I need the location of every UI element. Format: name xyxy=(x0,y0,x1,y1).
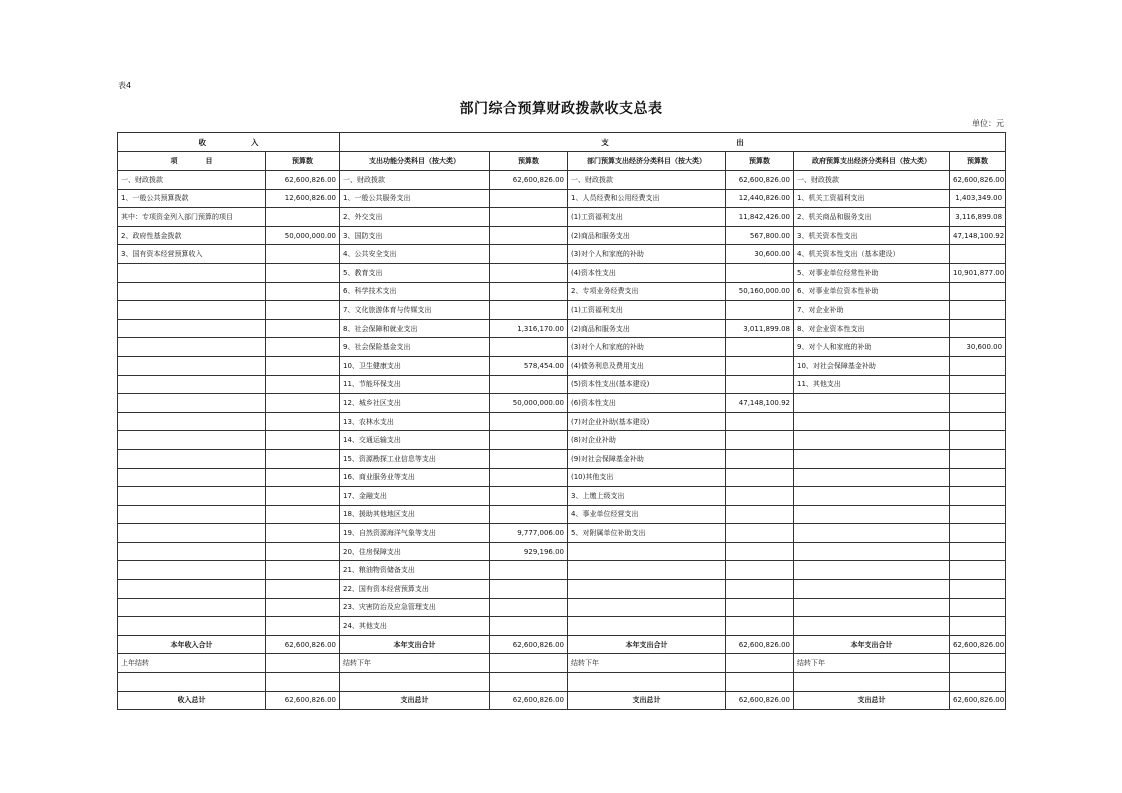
gov-econ-item xyxy=(794,449,950,468)
gov-econ-item: 1、机关工资福利支出 xyxy=(794,189,950,208)
gov-econ-value xyxy=(950,598,1006,617)
income-value xyxy=(266,263,340,282)
dept-econ-item: (4)债务利息及费用支出 xyxy=(568,356,726,375)
dept-econ-value xyxy=(726,412,794,431)
year-expense-total-label: 本年支出合计 xyxy=(340,635,490,654)
income-value xyxy=(266,561,340,580)
table-row xyxy=(118,598,1006,617)
income-item xyxy=(118,375,266,394)
income-value xyxy=(266,580,340,599)
gov-econ-value xyxy=(950,245,1006,264)
func-item: 19、自然资源海洋气象等支出 xyxy=(340,524,490,543)
dept-econ-item: (5)资本性支出(基本建设) xyxy=(568,375,726,394)
func-item: 6、科学技术支出 xyxy=(340,282,490,301)
dept-econ-value xyxy=(726,561,794,580)
table-row xyxy=(118,263,1006,282)
gov-econ-item xyxy=(794,431,950,450)
func-value: 929,196.00 xyxy=(490,542,568,561)
col-dept-econ-header: 部门预算支出经济分类科目（按大类） xyxy=(568,152,726,171)
func-item: 14、交通运输支出 xyxy=(340,431,490,450)
header-row-top xyxy=(118,133,1006,152)
table-row xyxy=(118,542,1006,561)
dept-econ-value xyxy=(726,375,794,394)
dept-econ-value: 30,600.00 xyxy=(726,245,794,264)
func-value xyxy=(490,208,568,227)
table-row xyxy=(118,245,1006,264)
dept-econ-value: 11,842,426.00 xyxy=(726,208,794,227)
table-row xyxy=(118,487,1006,506)
gov-econ-item xyxy=(794,598,950,617)
dept-econ-value xyxy=(726,580,794,599)
table-row xyxy=(118,505,1006,524)
func-item: 16、商业服务业等支出 xyxy=(340,468,490,487)
func-item: 11、节能环保支出 xyxy=(340,375,490,394)
func-value xyxy=(490,375,568,394)
income-item xyxy=(118,598,266,617)
func-value: 50,000,000.00 xyxy=(490,394,568,413)
gov-econ-value xyxy=(950,356,1006,375)
income-item: 其中：专项资金列入部门预算的项目 xyxy=(118,208,266,227)
carry-row xyxy=(118,654,1006,673)
func-item: 18、援助其他地区支出 xyxy=(340,505,490,524)
income-value xyxy=(266,301,340,320)
year-expense-total-value: 62,600,826.00 xyxy=(950,635,1006,654)
func-item: 24、其他支出 xyxy=(340,617,490,636)
year-income-total-value: 62,600,826.00 xyxy=(266,635,340,654)
header-row-columns xyxy=(118,152,1006,171)
func-value xyxy=(490,245,568,264)
income-item: 一、财政拨款 xyxy=(118,171,266,190)
expense-grand-label: 支出总计 xyxy=(794,691,950,710)
gov-econ-value xyxy=(950,412,1006,431)
year-expense-total-label: 本年支出合计 xyxy=(568,635,726,654)
income-item xyxy=(118,301,266,320)
func-value xyxy=(490,598,568,617)
blank-row xyxy=(118,673,1006,692)
dept-econ-item: (7)对企业补助(基本建设) xyxy=(568,412,726,431)
dept-econ-item: (8)对企业补助 xyxy=(568,431,726,450)
dept-econ-item: 3、上缴上级支出 xyxy=(568,487,726,506)
dept-econ-item: (9)对社会保障基金补助 xyxy=(568,449,726,468)
gov-econ-value xyxy=(950,375,1006,394)
dept-econ-value xyxy=(726,524,794,543)
table-row xyxy=(118,468,1006,487)
func-item: 15、资源勘探工业信息等支出 xyxy=(340,449,490,468)
gov-econ-item: 6、对事业单位资本性补助 xyxy=(794,282,950,301)
dept-econ-item: (1)工资福利支出 xyxy=(568,208,726,227)
gov-econ-item xyxy=(794,394,950,413)
table-row xyxy=(118,375,1006,394)
func-value: 62,600,826.00 xyxy=(490,171,568,190)
func-item: 4、公共安全支出 xyxy=(340,245,490,264)
dept-econ-value xyxy=(726,301,794,320)
income-item xyxy=(118,505,266,524)
gov-econ-item xyxy=(794,487,950,506)
dept-econ-item: (4)资本性支出 xyxy=(568,263,726,282)
gov-econ-value: 1,403,349.00 xyxy=(950,189,1006,208)
func-item: 8、社会保障和就业支出 xyxy=(340,319,490,338)
gov-econ-item: 2、机关商品和服务支出 xyxy=(794,208,950,227)
income-value xyxy=(266,394,340,413)
income-grand-value: 62,600,826.00 xyxy=(266,691,340,710)
income-value xyxy=(266,505,340,524)
dept-econ-value xyxy=(726,617,794,636)
gov-econ-value xyxy=(950,319,1006,338)
gov-econ-item xyxy=(794,524,950,543)
gov-econ-value xyxy=(950,282,1006,301)
func-item: 7、文化旅游体育与传媒支出 xyxy=(340,301,490,320)
dept-econ-item: (2)商品和服务支出 xyxy=(568,319,726,338)
col-gov-econ-header: 政府预算支出经济分类科目（按大类） xyxy=(794,152,950,171)
gov-econ-value xyxy=(950,449,1006,468)
dept-econ-value xyxy=(726,487,794,506)
func-value xyxy=(490,505,568,524)
func-value: 578,454.00 xyxy=(490,356,568,375)
income-item xyxy=(118,412,266,431)
dept-econ-value xyxy=(726,338,794,357)
func-item: 12、城乡社区支出 xyxy=(340,394,490,413)
gov-econ-value xyxy=(950,505,1006,524)
income-item: 2、政府性基金拨款 xyxy=(118,226,266,245)
table-row xyxy=(118,226,1006,245)
carry-out-label: 结转下年 xyxy=(340,654,490,673)
func-value: 9,777,006.00 xyxy=(490,524,568,543)
col-budget-header: 预算数 xyxy=(490,152,568,171)
func-item: 5、教育支出 xyxy=(340,263,490,282)
income-value xyxy=(266,617,340,636)
gov-econ-item xyxy=(794,580,950,599)
gov-econ-item: 7、对企业补助 xyxy=(794,301,950,320)
dept-econ-item xyxy=(568,542,726,561)
income-value xyxy=(266,524,340,543)
dept-econ-item: 2、专项业务经费支出 xyxy=(568,282,726,301)
func-item: 17、金融支出 xyxy=(340,487,490,506)
gov-econ-item xyxy=(794,412,950,431)
table-row xyxy=(118,356,1006,375)
func-item: 13、农林水支出 xyxy=(340,412,490,431)
func-value xyxy=(490,468,568,487)
table-row xyxy=(118,580,1006,599)
unit-label: 单位：元 xyxy=(972,119,1004,128)
dept-econ-value: 47,148,100.92 xyxy=(726,394,794,413)
gov-econ-item: 3、机关资本性支出 xyxy=(794,226,950,245)
gov-econ-value xyxy=(950,487,1006,506)
dept-econ-item: 4、事业单位经营支出 xyxy=(568,505,726,524)
income-value xyxy=(266,487,340,506)
func-item: 3、国防支出 xyxy=(340,226,490,245)
gov-econ-item: 9、对个人和家庭的补助 xyxy=(794,338,950,357)
table-row xyxy=(118,617,1006,636)
dept-econ-item xyxy=(568,598,726,617)
year-income-total-label: 本年收入合计 xyxy=(118,635,266,654)
income-value xyxy=(266,356,340,375)
table-row xyxy=(118,431,1006,450)
func-value xyxy=(490,338,568,357)
carry-out-value xyxy=(490,654,568,673)
dept-econ-value: 50,160,000.00 xyxy=(726,282,794,301)
year-total-row xyxy=(118,635,1006,654)
grand-total-row xyxy=(118,691,1006,710)
gov-econ-value xyxy=(950,561,1006,580)
table-row xyxy=(118,338,1006,357)
func-value xyxy=(490,226,568,245)
year-expense-total-label: 本年支出合计 xyxy=(794,635,950,654)
dept-econ-item: (10)其他支出 xyxy=(568,468,726,487)
year-expense-total-value: 62,600,826.00 xyxy=(726,635,794,654)
income-value xyxy=(266,542,340,561)
expense-grand-value: 62,600,826.00 xyxy=(726,691,794,710)
gov-econ-value: 30,600.00 xyxy=(950,338,1006,357)
table-row xyxy=(118,412,1006,431)
expense-grand-label: 支出总计 xyxy=(340,691,490,710)
income-value xyxy=(266,449,340,468)
income-item xyxy=(118,356,266,375)
table-row xyxy=(118,449,1006,468)
gov-econ-value xyxy=(950,542,1006,561)
gov-econ-value xyxy=(950,524,1006,543)
income-item xyxy=(118,580,266,599)
income-value xyxy=(266,282,340,301)
gov-econ-item: 一、财政拨款 xyxy=(794,171,950,190)
col-budget-header: 预算数 xyxy=(950,152,1006,171)
expense-grand-label: 支出总计 xyxy=(568,691,726,710)
func-item: 20、住房保障支出 xyxy=(340,542,490,561)
income-item xyxy=(118,319,266,338)
gov-econ-item: 10、对社会保障基金补助 xyxy=(794,356,950,375)
func-value xyxy=(490,301,568,320)
gov-econ-value xyxy=(950,394,1006,413)
gov-econ-value: 3,116,899.08 xyxy=(950,208,1006,227)
income-item xyxy=(118,468,266,487)
dept-econ-item: (3)对个人和家庭的补助 xyxy=(568,338,726,357)
carry-out-value xyxy=(950,654,1006,673)
income-item: 1、一般公共预算拨款 xyxy=(118,189,266,208)
func-value xyxy=(490,263,568,282)
dept-econ-value: 3,011,899.08 xyxy=(726,319,794,338)
func-value xyxy=(490,580,568,599)
income-item xyxy=(118,617,266,636)
table-row xyxy=(118,189,1006,208)
table-row xyxy=(118,171,1006,190)
table-number: 表4 xyxy=(118,81,132,90)
dept-econ-value xyxy=(726,598,794,617)
gov-econ-item xyxy=(794,561,950,580)
budget-table xyxy=(117,132,1006,710)
dept-econ-item xyxy=(568,561,726,580)
func-item: 23、灾害防治及应急管理支出 xyxy=(340,598,490,617)
income-value xyxy=(266,245,340,264)
income-value xyxy=(266,338,340,357)
gov-econ-value xyxy=(950,431,1006,450)
gov-econ-value xyxy=(950,580,1006,599)
func-item: 1、一般公共服务支出 xyxy=(340,189,490,208)
income-value xyxy=(266,431,340,450)
income-item xyxy=(118,263,266,282)
dept-econ-value xyxy=(726,468,794,487)
gov-econ-value xyxy=(950,617,1006,636)
gov-econ-item xyxy=(794,617,950,636)
income-value xyxy=(266,468,340,487)
func-item: 10、卫生健康支出 xyxy=(340,356,490,375)
income-value: 62,600,826.00 xyxy=(266,171,340,190)
income-item xyxy=(118,431,266,450)
table-row xyxy=(118,394,1006,413)
income-item xyxy=(118,524,266,543)
dept-econ-item: (3)对个人和家庭的补助 xyxy=(568,245,726,264)
income-item xyxy=(118,394,266,413)
table-row xyxy=(118,282,1006,301)
gov-econ-value: 47,148,100.92 xyxy=(950,226,1006,245)
gov-econ-item xyxy=(794,505,950,524)
gov-econ-item xyxy=(794,468,950,487)
dept-econ-value: 567,800.00 xyxy=(726,226,794,245)
carry-out-label: 结转下年 xyxy=(568,654,726,673)
func-value xyxy=(490,282,568,301)
func-value xyxy=(490,617,568,636)
table-row xyxy=(118,561,1006,580)
func-value xyxy=(490,431,568,450)
dept-econ-item: (6)资本性支出 xyxy=(568,394,726,413)
income-item xyxy=(118,487,266,506)
expense-header: 支 出 xyxy=(340,133,1006,152)
func-value xyxy=(490,189,568,208)
income-grand-label: 收入总计 xyxy=(118,691,266,710)
dept-econ-item xyxy=(568,580,726,599)
income-item xyxy=(118,282,266,301)
dept-econ-item: 5、对附属单位补助支出 xyxy=(568,524,726,543)
dept-econ-value xyxy=(726,263,794,282)
carry-out-value xyxy=(726,654,794,673)
expense-grand-value: 62,600,826.00 xyxy=(490,691,568,710)
gov-econ-value: 10,901,877.00 xyxy=(950,263,1006,282)
income-item xyxy=(118,338,266,357)
col-func-header: 支出功能分类科目（按大类） xyxy=(340,152,490,171)
gov-econ-item: 5、对事业单位经常性补助 xyxy=(794,263,950,282)
col-budget-header: 预算数 xyxy=(726,152,794,171)
func-item: 22、国有资本经营预算支出 xyxy=(340,580,490,599)
income-value: 12,600,826.00 xyxy=(266,189,340,208)
gov-econ-item: 11、其他支出 xyxy=(794,375,950,394)
carry-out-label: 结转下年 xyxy=(794,654,950,673)
expense-grand-value: 62,600,826.00 xyxy=(950,691,1006,710)
income-value xyxy=(266,208,340,227)
func-item: 9、社会保险基金支出 xyxy=(340,338,490,357)
income-value xyxy=(266,319,340,338)
income-item xyxy=(118,561,266,580)
col-item-header: 项 目 xyxy=(118,152,266,171)
table-row xyxy=(118,319,1006,338)
func-item: 一、财政拨款 xyxy=(340,171,490,190)
func-value xyxy=(490,487,568,506)
income-value xyxy=(266,375,340,394)
dept-econ-value xyxy=(726,356,794,375)
dept-econ-value xyxy=(726,542,794,561)
func-value xyxy=(490,561,568,580)
gov-econ-item: 4、机关资本性支出（基本建设） xyxy=(794,245,950,264)
table-row xyxy=(118,301,1006,320)
dept-econ-value xyxy=(726,431,794,450)
year-expense-total-value: 62,600,826.00 xyxy=(490,635,568,654)
income-item xyxy=(118,542,266,561)
dept-econ-value: 12,440,826.00 xyxy=(726,189,794,208)
gov-econ-value: 62,600,826.00 xyxy=(950,171,1006,190)
dept-econ-item xyxy=(568,617,726,636)
gov-econ-item: 8、对企业资本性支出 xyxy=(794,319,950,338)
page-title: 部门综合预算财政拨款收支总表 xyxy=(459,101,663,117)
dept-econ-item: (1)工资福利支出 xyxy=(568,301,726,320)
func-item: 21、粮油物资储备支出 xyxy=(340,561,490,580)
carry-in-label: 上年结转 xyxy=(118,654,266,673)
table-row xyxy=(118,208,1006,227)
gov-econ-value xyxy=(950,301,1006,320)
dept-econ-item: 一、财政拨款 xyxy=(568,171,726,190)
func-value: 1,316,170.00 xyxy=(490,319,568,338)
func-item: 2、外交支出 xyxy=(340,208,490,227)
dept-econ-value xyxy=(726,449,794,468)
func-value xyxy=(490,412,568,431)
income-item xyxy=(118,449,266,468)
gov-econ-value xyxy=(950,468,1006,487)
income-value: 50,000,000.00 xyxy=(266,226,340,245)
carry-in-value xyxy=(266,654,340,673)
income-value xyxy=(266,412,340,431)
func-value xyxy=(490,449,568,468)
income-header: 收 入 xyxy=(118,133,340,152)
gov-econ-item xyxy=(794,542,950,561)
table-row xyxy=(118,524,1006,543)
dept-econ-value xyxy=(726,505,794,524)
income-item: 3、国有资本经营预算收入 xyxy=(118,245,266,264)
income-value xyxy=(266,598,340,617)
dept-econ-value: 62,600,826.00 xyxy=(726,171,794,190)
col-budget-header: 预算数 xyxy=(266,152,340,171)
dept-econ-item: (2)商品和服务支出 xyxy=(568,226,726,245)
dept-econ-item: 1、人员经费和公用经费支出 xyxy=(568,189,726,208)
